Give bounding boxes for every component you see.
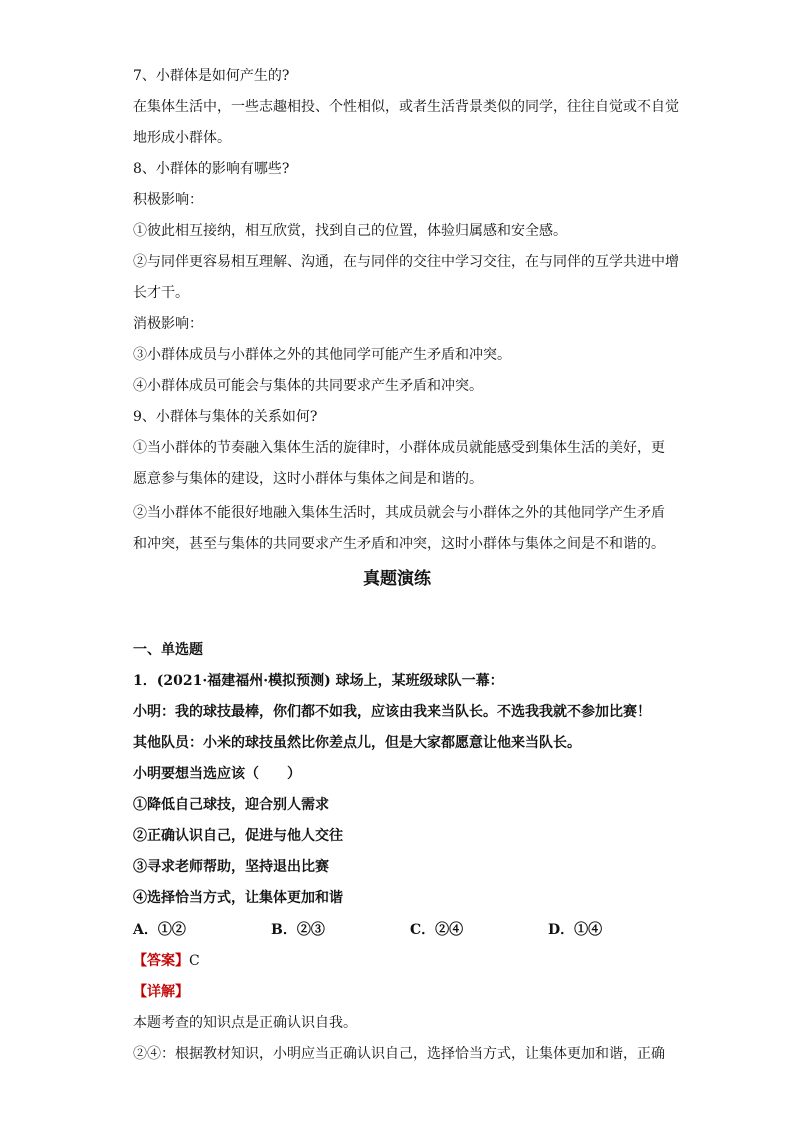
relation-2-line-2: 和冲突，甚至与集体的共同要求产生矛盾和冲突，这时小群体与集体之间是不和谐的。	[133, 536, 665, 552]
part-heading: 一、单选题	[133, 642, 203, 658]
question-7: 7、小群体是如何产生的?	[133, 68, 290, 84]
negative-label: 消极影响：	[133, 316, 203, 332]
positive-2-line-1: ②与同伴更容易相互理解、沟通，在与同伴的交往中学习交往，在与同伴的互学共进中增	[133, 254, 679, 270]
teammates-line: 其他队员：小米的球技虽然比你差点儿，但是大家都愿意让他来当队长。	[133, 735, 581, 751]
choice-3: ③寻求老师帮助，坚持退出比赛	[133, 859, 329, 875]
answer-row	[133, 951, 663, 971]
option-d[interactable]: D．①④	[548, 922, 603, 938]
option-b[interactable]: B．②③	[271, 922, 325, 938]
detail-line-1: 本题考查的知识点是正确认识自我。	[133, 1015, 357, 1031]
xiaoming-line: 小明：我的球技最棒，你们都不如我，应该由我来当队长。不选我我就不参加比赛！	[133, 704, 651, 720]
relation-1-line-1: ①当小群体的节奏融入集体生活的旋律时，小群体成员就能感受到集体生活的美好，更	[133, 440, 665, 456]
choice-2: ②正确认识自己，促进与他人交往	[133, 828, 343, 844]
answer-7-line-2: 地形成小群体。	[133, 130, 231, 146]
positive-1: ①彼此相互接纳，相互欣赏，找到自己的位置，体验归属感和安全感。	[133, 223, 567, 239]
detail-tag: 【详解】	[133, 984, 189, 1000]
positive-label: 积极影响：	[133, 192, 203, 208]
relation-2-line-1: ②当小群体不能很好地融入集体生活时，其成员就会与小群体之外的其他同学产生矛盾	[133, 505, 665, 521]
question-9: 9、小群体与集体的关系如何?	[133, 409, 318, 425]
question-ask: 小明要想当选应该（ ）	[133, 766, 301, 782]
choice-4: ④选择恰当方式，让集体更加和谐	[133, 890, 343, 906]
option-c[interactable]: C．②④	[410, 922, 464, 938]
answer-7-line-1: 在集体生活中，一些志趣相投、个性相似，或者生活背景类似的同学，往往自觉或不自觉	[133, 99, 679, 115]
positive-2-line-2: 长才干。	[133, 285, 189, 301]
detail-row	[133, 982, 663, 1002]
relation-1-line-2: 愿意参与集体的建设，这时小群体与集体之间是和谐的。	[133, 471, 483, 487]
question-stem: 1．(2021·福建福州·模拟预测) 球场上，某班级球队一幕：	[133, 673, 504, 689]
option-a[interactable]: A．①②	[133, 922, 186, 938]
detail-line-2: ②④：根据教材知识，小明应当正确认识自己，选择恰当方式，让集体更加和谐，正确	[133, 1046, 665, 1062]
answer-tag: 【答案】	[133, 953, 189, 969]
negative-1: ③小群体成员与小群体之外的其他同学可能产生矛盾和冲突。	[133, 347, 511, 363]
choice-1: ①降低自己球技，迎合别人需求	[133, 797, 329, 813]
section-title: 真题演练	[363, 569, 431, 589]
answer-value: C	[189, 953, 200, 969]
question-8: 8、小群体的影响有哪些?	[133, 161, 290, 177]
negative-2: ④小群体成员可能会与集体的共同要求产生矛盾和冲突。	[133, 378, 483, 394]
